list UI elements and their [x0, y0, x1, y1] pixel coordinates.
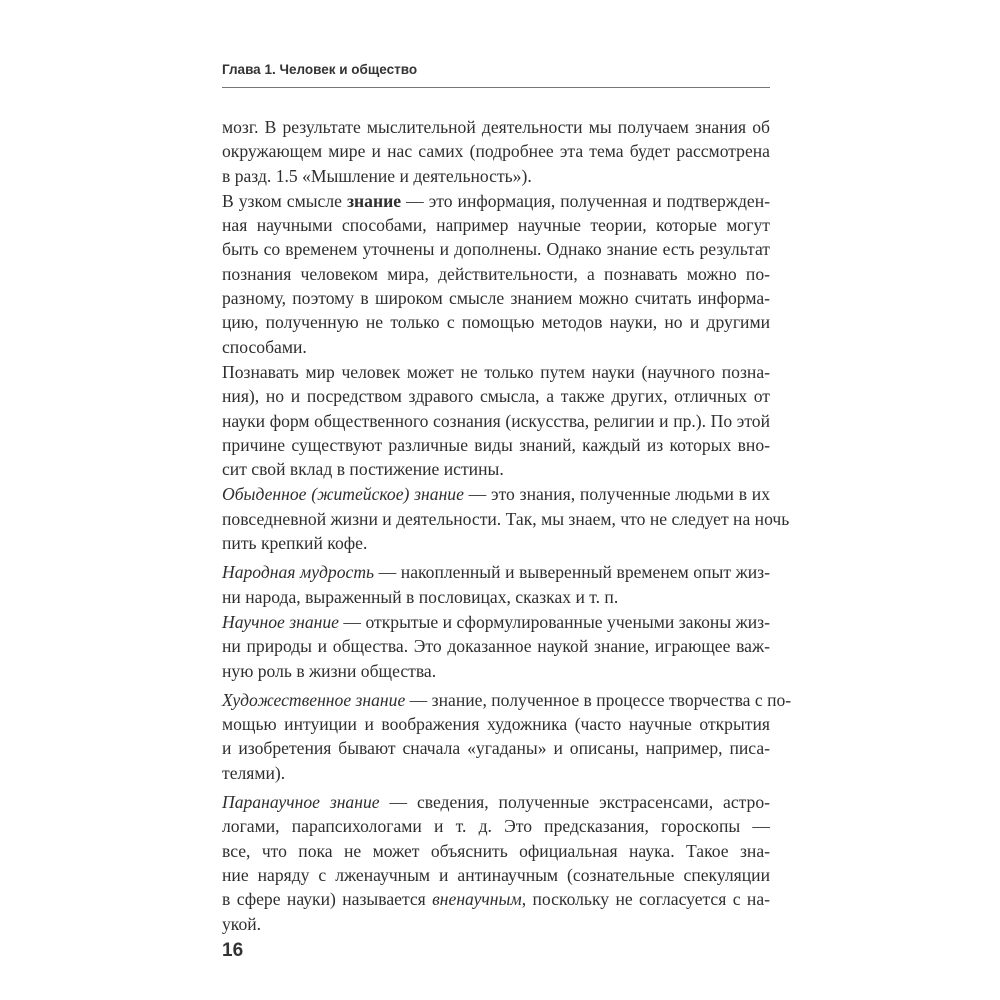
text-line: [222, 139, 770, 163]
italic-term: Художественное знание: [222, 689, 406, 710]
text-run: укой.: [222, 913, 262, 934]
text-run: ния), но и посредством здравого смысла, а также других, отличных от: [222, 386, 770, 407]
paragraph: [222, 560, 770, 609]
text-line: [222, 863, 770, 887]
italic-term: вненаучным: [432, 889, 522, 910]
text-line: [222, 384, 770, 408]
text-line: [222, 887, 770, 911]
text-line: [222, 360, 770, 384]
text-run: Познавать мир человек может не только путем науки (научного позна-: [222, 361, 770, 382]
text-run: ние наряду с лженаучным и антинаучным (сознательные спекуляции: [222, 864, 770, 885]
text-line: [222, 262, 770, 286]
text-line: [222, 761, 770, 785]
text-run: разному, поэтому в широком смысле знанием можно считать информа-: [222, 288, 770, 309]
text-line: [222, 610, 770, 634]
text-run: — накопленный и выверенный временем опыт жиз-: [374, 562, 770, 583]
italic-term: Научное знание: [222, 611, 339, 632]
paragraph: [222, 115, 770, 188]
text-run: цию, полученную не только с помощью методов науки, но и другими: [222, 312, 770, 333]
paragraph: [222, 610, 770, 683]
text-line: [222, 790, 770, 814]
text-line: [222, 409, 770, 433]
text-run: и изобретения бывают сначала «угаданы» и описаны, например, писа-: [222, 738, 770, 759]
text-run: , поскольку не согласуется с на-: [521, 889, 770, 910]
text-line: [222, 912, 770, 936]
text-run: познания человеком мира, действительности, а познавать можно по-: [222, 263, 770, 284]
text-line: [222, 213, 770, 237]
text-line: [222, 560, 770, 584]
text-run: ни народа, выраженный в пословицах, сказках и т. п.: [222, 586, 619, 607]
text-run: В узком смысле: [222, 190, 347, 211]
paragraph: [222, 360, 770, 481]
text-line: [222, 115, 770, 139]
running-header: Глава 1. Человек и общество: [222, 62, 418, 77]
text-run: — это знания, полученные людьми в их: [463, 484, 770, 505]
text-run: в сфере науки) называется: [222, 889, 433, 910]
text-run: мозг. В результате мыслительной деятельности мы получаем знания об: [222, 117, 770, 137]
text-run: — сведения, полученные экстрасенсами, астро-: [379, 792, 771, 813]
text-line: [222, 531, 770, 555]
text-run: повседневной жизни и деятельности. Так, мы знаем, что не следует на ночь: [222, 508, 790, 529]
text-line: [222, 736, 770, 760]
text-run: окружающем мире и нас самих (подробнее эта тема будет рассмотрена: [222, 141, 770, 162]
text-line: [222, 286, 770, 310]
text-line: [222, 634, 770, 658]
text-run: — открытые и сформулированные учеными законы жиз-: [338, 611, 770, 632]
text-line: [222, 839, 770, 863]
text-run: мощью интуиции и воображения художника (часто научные открытия: [222, 714, 770, 735]
text-run: все, что пока не может объяснить официальная наука. Такое зна-: [222, 840, 770, 861]
text-run: науки форм общественного сознания (искусства, религии и пр.). По этой: [222, 410, 770, 431]
text-line: [222, 585, 770, 609]
text-run: логами, парапсихологами и т. д. Это предсказания, гороскопы —: [222, 816, 770, 837]
text-run: — это информация, полученная и подтвержден-: [401, 190, 771, 211]
paragraph: [222, 688, 792, 785]
text-run: ни природы и общества. Это доказанное наукой знание, играющее важ-: [222, 636, 770, 657]
text-run: ная научными способами, например научные теории, которые могут: [222, 215, 770, 236]
paragraph: [222, 790, 770, 936]
text-line: [222, 507, 790, 531]
text-run: причине существуют различные виды знаний, каждый из которых вно-: [222, 434, 770, 455]
text-run: телями).: [222, 762, 286, 783]
text-run: — знание, полученное в процессе творчества с по-: [405, 689, 792, 710]
italic-term: Паранаучное знание: [222, 792, 380, 813]
text-line: [222, 189, 770, 213]
paragraph: [222, 189, 770, 359]
text-run: сит свой вклад в постижение истины.: [222, 459, 504, 480]
page-body: [222, 115, 792, 936]
text-line: [222, 237, 770, 261]
text-run: способами.: [222, 336, 307, 357]
text-run: в разд. 1.5 «Мышление и деятельность»).: [222, 165, 532, 186]
text-line: [222, 482, 770, 506]
text-run: быть со временем уточнены и дополнены. Однако знание есть результат: [222, 239, 770, 260]
paragraph: [222, 482, 790, 555]
text-line: [222, 712, 770, 736]
text-line: [222, 688, 792, 712]
text-line: [222, 164, 770, 188]
text-line: [222, 433, 770, 457]
text-line: [222, 310, 770, 334]
header-rule: [222, 87, 770, 88]
italic-term: Обыденное (житейское) знание: [222, 484, 464, 505]
text-line: [222, 814, 770, 838]
text-line: [222, 457, 770, 481]
text-line: [222, 335, 770, 359]
text-line: [222, 659, 770, 683]
text-run: ную роль в жизни общества.: [222, 660, 437, 681]
italic-term: Народная мудрость: [222, 562, 375, 583]
text-run: пить крепкий кофе.: [222, 533, 368, 554]
bold-term: знание: [346, 190, 402, 211]
page-number: 16: [222, 940, 244, 961]
